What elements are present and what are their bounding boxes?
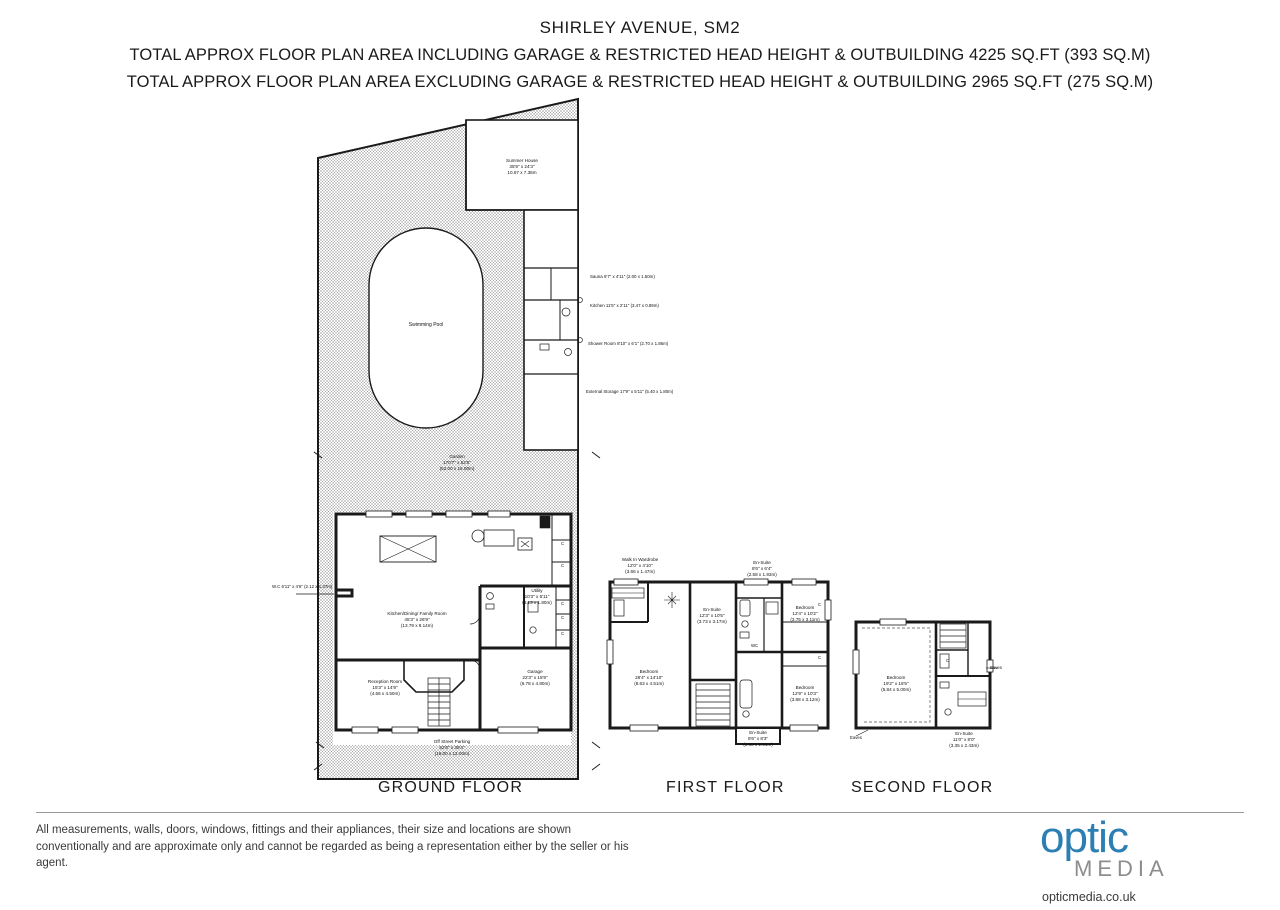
room-label-summer-house: Summer House 35'9" x 24'3" 10.67 x 7.38m [506,157,538,176]
closet-marker: C [561,615,565,620]
closet-marker: C [818,602,822,607]
closet-marker: C [946,658,950,663]
area-excluding-text: TOTAL APPROX FLOOR PLAN AREA EXCLUDING GARAGE & RESTRICTED HEAD HEIGHT & OUTBUILDING 2965 SQ.FT (275 SQ.M) [126,73,1154,91]
disclaimer-text: All measurements, walls, doors, windows, fittings and their appliances, their size and locations are shown conventionally and are approximate only and cannot be regarded as being a representation either by the seller or his agent. [36,824,629,870]
room-label-wc-ground: W.C 6'11" x 4'6" (2.12 x 1.37m) [272,584,333,589]
room-label-utility: Utility 10'3" x 5'11" (3.13 x 1.80m) [522,587,552,606]
closet-marker: C [561,631,565,636]
room-label-reception-room: Reception Room 15'3" x 14'9" (4.66 x 4.50m) [367,678,403,697]
room-label-kitchen-dining: Kitchen/Dining/ Family Room 45'3" x 26'9" (13.79 x 8.14m) [387,610,447,629]
second-floor-walls [853,619,998,736]
room-label-pool-kitchen: Kitchen 11'5" x 2'11" (3.47 x 0.89m) [590,303,659,308]
room-label-bedroom-first-left: Bedroom 28'4" x 14'10" (8.63 x 4.51m) [634,668,664,687]
room-label-garden: Garden 170'7" x 52'6" (52.00 x 16.00m) [439,453,475,472]
closet-marker: C [561,563,565,568]
room-label-external-storage: External Storage 17'9" x 5'11" (5.40 x 1.80m) [586,389,674,394]
logo-primary-text: optic [1040,813,1128,862]
floor-title-second: SECOND FLOOR [851,779,994,796]
closet-marker: C [561,541,565,546]
room-label-ensuite-mid: En-Suite 12'3" x 10'5" (3.73 x 3.17m) [697,606,727,625]
room-label-eaves-right: Eaves [990,665,1002,670]
closet-marker: C [561,601,565,606]
room-label-shower-room: Shower Room 8'10" x 6'1" (2.70 x 1.86m) [588,341,669,346]
area-including-text: TOTAL APPROX FLOOR PLAN AREA INCLUDING GARAGE & RESTRICTED HEAD HEIGHT & OUTBUILDING 4225 SQ.FT (393 SQ.M) [129,46,1151,64]
room-label-swimming-pool: Swimming Pool [408,322,444,328]
room-label-bedroom-second: Bedroom 19'2" x 16'5" (5.84 x 5.00m) [881,674,911,693]
room-label-off-street-parking: Off Street Parking 52'6" x 39'4" (16.00 x 12.00m) [433,738,471,757]
room-label-ensuite-second: En-Suite 11'0" x 8'0" (3.35 x 2.43m) [949,730,979,749]
room-label-sauna: Sauna 6'7" x 4'11" (2.00 x 1.50m) [590,274,655,279]
room-label-ensuite-bottom: En-Suite 8'6" x 8'3" (2.60 x 2.51m) [743,729,773,748]
logo-url: opticmedia.co.uk [1042,890,1136,904]
room-label-ensuite-top: En-Suite 8'6" x 6'4" (2.58 x 1.93m) [747,559,777,578]
room-label-walk-in-wardrobe: Walk In Wardrobe 12'0" x 4'10" (3.66 x 1.47m) [621,556,659,575]
ground-floor-plot [314,99,600,779]
first-floor-walls [607,579,831,744]
floor-title-ground: GROUND FLOOR [378,779,524,796]
page-title: SHIRLEY AVENUE, SM2 [539,18,741,37]
room-label-bedroom-first-right-top: Bedroom 12'4" x 10'2" (3.75 x 3.11m) [790,604,820,623]
room-label-garage: Garage 22'3" x 15'9" (6.78 x 4.80m) [520,668,550,687]
closet-marker: C [818,655,822,660]
floor-title-first: FIRST FLOOR [666,779,785,796]
room-label-bedroom-first-right-bottom: Bedroom 12'9" x 10'3" (3.88 x 3.12m) [790,684,820,703]
wc-marker: WC [751,643,759,648]
room-label-eaves-left: Eaves [850,735,862,740]
logo-secondary-text: MEDIA [1074,856,1169,881]
brand-logo [1040,813,1240,904]
